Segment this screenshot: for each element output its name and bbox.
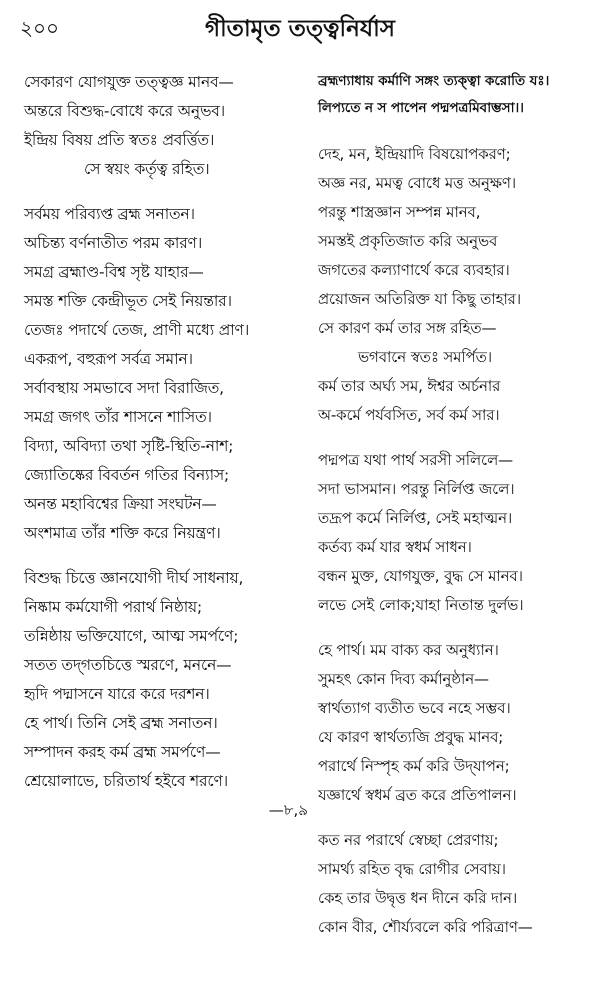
verse-line: কোন বীর, শৌর্য্যবলে করি পরিত্রাণ—	[318, 918, 533, 936]
verse-line: সমগ্র জগৎ তাঁর শাসনে শাসিত।	[24, 408, 212, 426]
verse-line: সমগ্র ব্রহ্মাণ্ড-বিশ্ব সৃষ্ট যাহার—	[24, 263, 204, 281]
verse-line: সতত তদ্‌গতচিত্তে স্মরণে, মননে—	[24, 656, 232, 674]
sanskrit-shloka	[318, 68, 594, 122]
left-stanza-2	[24, 200, 314, 548]
verse-line: জগতের কল্যাণার্থে করে ব্যবহার।	[318, 261, 510, 279]
verse-line: কর্তব্য কর্ম যার স্বধর্ম সাধন।	[318, 538, 472, 556]
verse-line: সেকারণ যোগযুক্ত তত্ত্বজ্ঞ মানব—	[24, 73, 234, 91]
verse-line: তদ্রূপ কর্মে নির্লিপ্ত, সেই মহাত্মন।	[318, 509, 513, 527]
verse-line: সদা ভাসমান। পরন্তু নির্লিপ্ত জলে।	[318, 480, 515, 498]
right-stanza-3	[318, 636, 594, 810]
verse-line: অনন্ত মহাবিশ্বের ক্রিয়া সংঘটন—	[24, 495, 217, 513]
right-stanza-2	[318, 446, 594, 620]
verse-line: সমস্ত শক্তি কেন্দ্রীভূত সেই নিয়ন্তার।	[24, 292, 232, 310]
verse-line: কর্ম তার অর্ঘ্য সম, ঈশ্বর অর্চনার	[318, 377, 501, 395]
verse-line: কেহ তার উদ্বৃত্ত ধন দীনে করি দান।	[318, 889, 518, 907]
verse-line: সম্পাদন করহ কর্ম ব্রহ্ম সমর্পণে—	[24, 743, 221, 761]
verse-line: সর্বময় পরিব্যপ্ত ব্রহ্ম সনাতন।	[24, 205, 195, 223]
verse-line: একরূপ, বহুরূপ সর্বত্র সমান।	[24, 350, 193, 368]
verse-line: জ্যোতিষ্কের বিবর্তন গতির বিন্যাস;	[24, 466, 230, 484]
verse-line: সর্বাবস্থায় সমভাবে সদা বিরাজিত,	[24, 379, 224, 397]
verse-line: অংশমাত্র তাঁর শক্তি করে নিয়ন্ত্রণ।	[24, 524, 221, 542]
left-stanza-1	[24, 68, 314, 184]
verse-line: যজ্ঞার্থে স্বধর্ম ব্রত করে প্রতিপালন।	[318, 786, 517, 804]
verse-line: বিদ্যা, অবিদ্যা তথা সৃষ্টি-স্থিতি-নাশ;	[24, 437, 234, 455]
verse-line: হৃদি পদ্মাসনে যারে করে দরশন।	[24, 685, 210, 703]
verse-line: দেহ, মন, ইন্দ্রিয়াদি বিষয়োপকরণ;	[318, 145, 511, 163]
verse-line: নিষ্কাম কর্মযোগী পরার্থ নিষ্ঠায়;	[24, 598, 203, 616]
verse-line: সে কারণ কর্ম তার সঙ্গ রহিত—	[318, 319, 497, 337]
verse-line: হে পার্থ। মম বাক্য কর অনুধ্যান।	[318, 641, 499, 659]
verse-line: অচিন্ত্য বর্ণনাতীত পরম কারণ।	[24, 234, 203, 252]
verse-line: তেজঃ পদার্থে তেজ, প্রাণী মধ্যে প্রাণ।	[24, 321, 250, 339]
verse-line: অন্তরে বিশুদ্ধ-বোধে করে অনুভব।	[24, 102, 226, 120]
verse-line: ইন্দ্রিয় বিষয় প্রতি স্বতঃ প্রবর্ত্তিত।	[24, 131, 215, 149]
verse-line: তন্নিষ্ঠায় ভক্তিযোগে, আত্ম সমর্পণে;	[24, 627, 239, 645]
verse-line: অজ্ঞ নর, মমত্ব বোধে মত্ত অনুক্ষণ।	[318, 174, 516, 192]
shloka-line: লিপ্যতে ন স পাপেন পদ্মপত্রমিবাম্ভসা।।	[318, 100, 524, 116]
left-stanza-3	[24, 564, 314, 796]
verse-line: শ্রেয়োলাভে, চরিতার্থ হইবে শরণে।	[24, 772, 229, 790]
verse-line: বন্ধন মুক্ত, যোগযুক্ত, বুদ্ধ সে মানব।	[318, 567, 523, 585]
verse-line: হে পার্থ। তিনি সেই ব্রহ্ম সনাতন।	[24, 714, 218, 732]
verse-line: সে স্বয়ং কর্তৃত্ব রহিত।	[84, 160, 210, 178]
left-column	[24, 68, 314, 822]
right-stanza-4	[318, 826, 594, 942]
verse-line: স্বার্থত্যাগ ব্যতীত ভবে নহে সম্ভব।	[318, 699, 511, 717]
verse-line: পদ্মপত্র যথা পার্থ সরসী সলিলে—	[318, 451, 513, 469]
verse-line: পরার্থে নিস্পৃহ কর্ম করি উদ্‌যাপন;	[318, 757, 510, 775]
right-column	[318, 68, 594, 942]
verse-line: বিশুদ্ধ চিত্তে জ্ঞানযোগী দীর্ঘ সাধনায়,	[24, 569, 244, 587]
verse-line: সমস্তই প্রকৃতিজাত করি অনুভব	[318, 232, 498, 250]
verse-line: ভগবানে স্বতঃ সমর্পিত।	[358, 348, 492, 366]
verse-line: লভে সেই লোক;যাহা নিতান্ত দুর্লভ।	[318, 596, 524, 614]
right-stanza-1	[318, 140, 594, 430]
verse-line: সামর্থ্য রহিত বৃদ্ধ রোগীর সেবায়।	[318, 860, 506, 878]
shloka-line: ব্রহ্মণ্যাধায় কর্মাণি সঙ্গং ত্যক্ত্বা করোতি যঃ।	[318, 73, 550, 89]
page-number: ২০০	[20, 16, 60, 40]
verse-line: কত নর পরার্থে স্বেচ্ছা প্রেরণায়;	[318, 831, 499, 849]
verse-line: যে কারণ স্বার্থত্যজি প্রবুদ্ধ মানব;	[318, 728, 504, 746]
verse-reference: —৮,৯	[268, 801, 308, 819]
verse-line: প্রয়োজন অতিরিক্ত যা কিছু তাহার।	[318, 290, 521, 308]
verse-line: অ-কর্মে পর্যবসিত, সর্ব কর্ম সার।	[318, 406, 500, 424]
verse-line: সুমহৎ কোন দিব্য কর্মানুষ্ঠান—	[318, 670, 489, 688]
verse-line: পরন্তু শাস্ত্রজ্ঞান সম্পন্ন মানব,	[318, 203, 481, 221]
page-title: গীতামৃত তত্ত্বনির্যাস	[205, 16, 395, 42]
